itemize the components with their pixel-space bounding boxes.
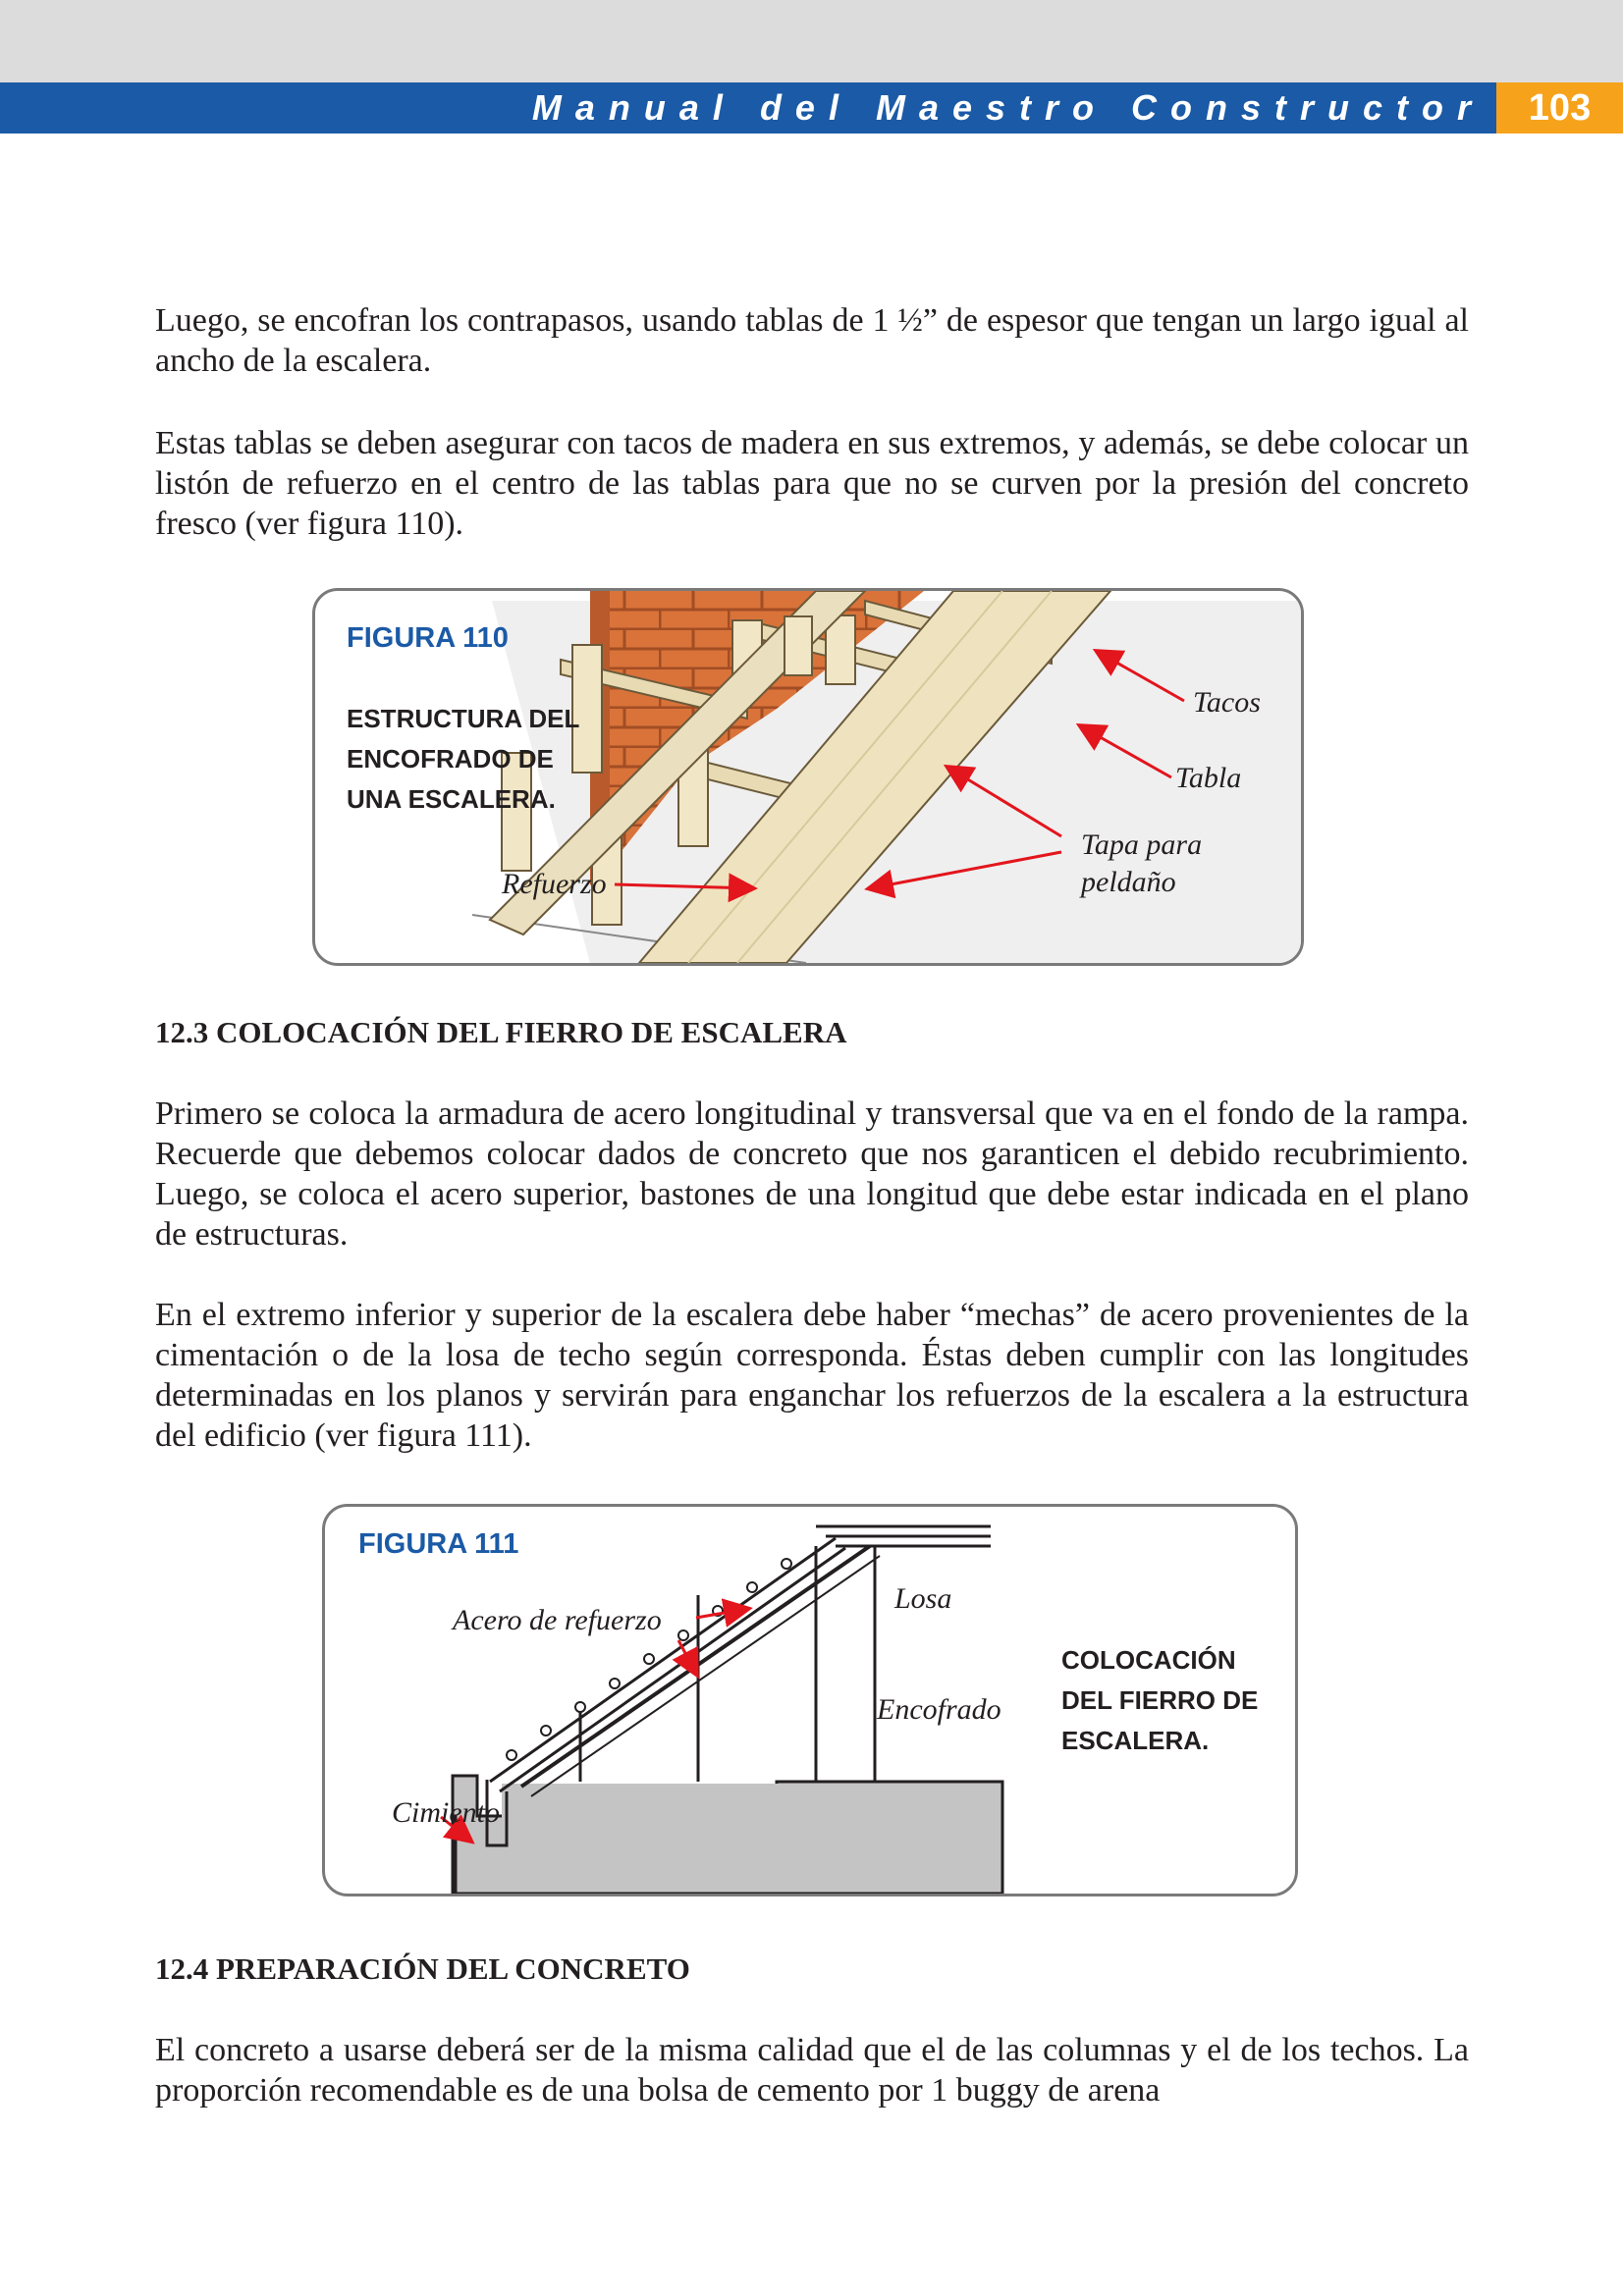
header-band <box>0 82 1496 133</box>
paragraph-tablas: Estas tablas se deben asegurar con tacos de madera en sus extremos, y además, se debe colocar un listón de refuerzo en el centro de las tablas para que no se curven por la presión del concreto fresco (ver figura 110). <box>155 425 1469 542</box>
figure-110 <box>312 588 1304 966</box>
paragraph-mechas: En el extremo inferior y superior de la escalera debe haber “mechas” de acero provenientes de la cimentación o de la losa de techo según corresponda. Éstas deben cumplir con las longitudes determinadas en los planos y servirán para enganchar los refuerzos de la escalera a la estructura del edificio (ver figura 111). <box>155 1297 1469 1454</box>
callout-cimiento: Cimiento <box>392 1796 500 1829</box>
callout-tabla: Tabla <box>1175 762 1242 794</box>
paragraph-concreto: El concreto a usarse deberá ser de la misma calidad que el de las columnas y el de los techos. La proporción recomendable es de una bolsa de cemento por 1 buggy de arena <box>155 2032 1469 2109</box>
figure-110-caption: ESTRUCTURA DEL ENCOFRADO DE UNA ESCALERA. <box>347 704 580 814</box>
section-heading-12-3: 12.3 COLOCACIÓN DEL FIERRO DE ESCALERA <box>155 1015 847 1049</box>
callout-refuerzo: Refuerzo <box>502 868 607 900</box>
paragraph-contrapasos: Luego, se encofran los contrapasos, usando tablas de 1 ½” de espesor que tengan un largo igual al ancho de la escalera. <box>155 302 1469 379</box>
page-number: 103 <box>1496 82 1623 133</box>
callout-acero-refuerzo: Acero de refuerzo <box>453 1604 662 1636</box>
figure-111-label: FIGURA 111 <box>358 1528 519 1560</box>
callout-tapa-peldano: Tapa para peldaño <box>1081 828 1203 898</box>
callout-encofrado: Encofrado <box>877 1693 1001 1726</box>
top-margin-band <box>0 0 1623 82</box>
section-heading-12-4: 12.4 PREPARACIÓN DEL CONCRETO <box>155 1951 690 1986</box>
callout-tacos: Tacos <box>1193 686 1261 719</box>
paragraph-armadura: Primero se coloca la armadura de acero longitudinal y transversal que va en el fondo de la rampa. Recuerde que debemos colocar dados de concreto que nos garanticen el debido recubrimiento. Luego, se coloca el acero superior, bastones de una longitud que debe estar indicada en el plano de estructuras. <box>155 1095 1469 1253</box>
figure-110-label: FIGURA 110 <box>347 622 509 654</box>
manual-title: Manual del Maestro Constructor <box>531 87 1485 128</box>
figure-111-caption: COLOCACIÓN DEL FIERRO DE ESCALERA. <box>1061 1645 1259 1755</box>
callout-losa: Losa <box>894 1582 952 1615</box>
figure-111 <box>322 1504 1298 1896</box>
